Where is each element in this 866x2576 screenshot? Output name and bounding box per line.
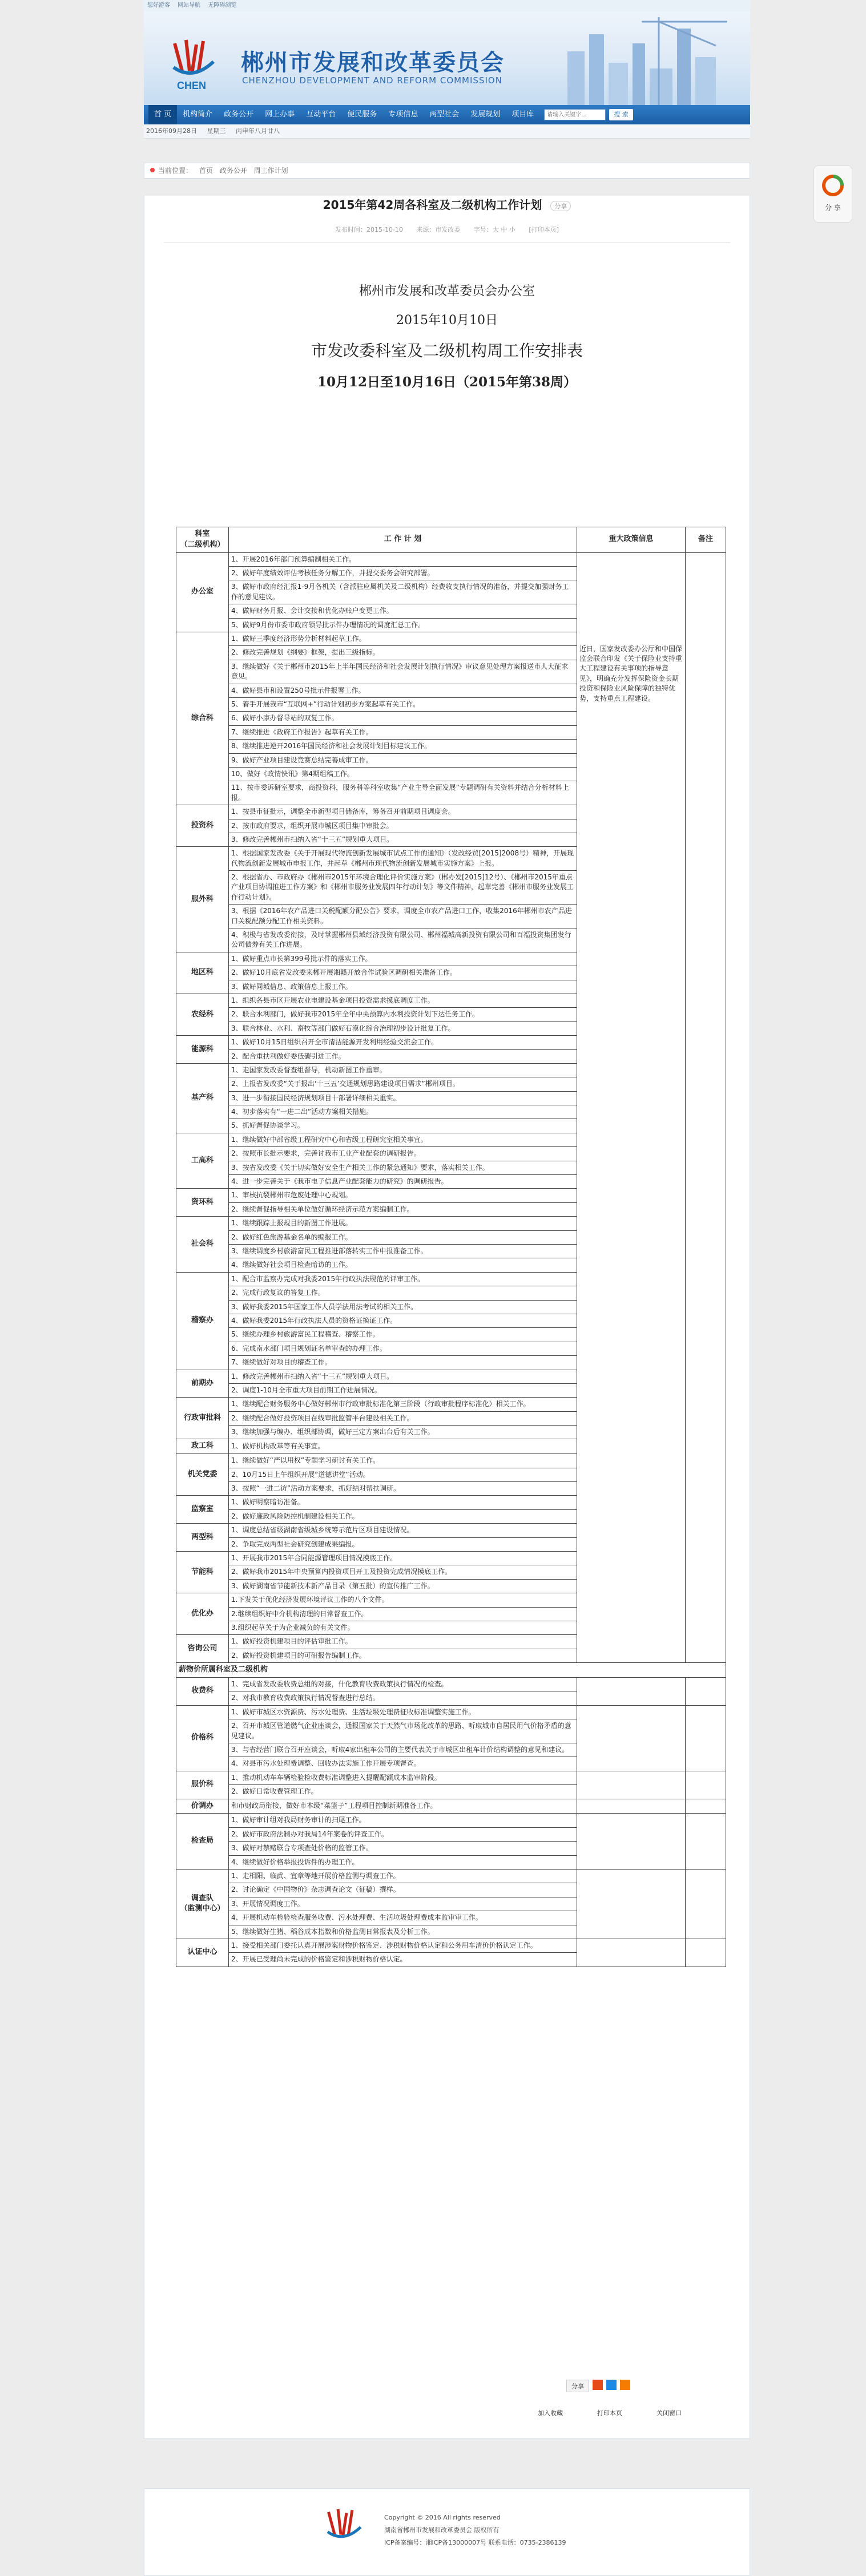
site-subtitle: CHENZHOU DEVELOPMENT AND REFORM COMMISSION bbox=[242, 75, 502, 86]
table-row bbox=[176, 1939, 726, 1952]
dept-cell: 收费科 bbox=[176, 1678, 229, 1706]
nav-project-library[interactable]: 项目库 bbox=[511, 110, 534, 119]
share-label[interactable]: 分享 bbox=[566, 2380, 589, 2392]
plan-item-cell: 2、对我市教育收费政策执行情况督查进行总结。 bbox=[229, 1691, 577, 1705]
current-date: 2016年09月28日 bbox=[146, 127, 197, 135]
plan-item-cell: 9、做好产业项目建设竞赛总结完善成审工作。 bbox=[229, 753, 577, 767]
share-weibo-icon[interactable] bbox=[593, 2380, 603, 2390]
plan-item-cell: 1、做好审计组对我局财务审计的扫尾工作。 bbox=[229, 1814, 577, 1827]
dept-cell: 价格科 bbox=[176, 1705, 229, 1771]
table-row bbox=[176, 1771, 726, 1784]
plan-item-cell: 1、根据国家发改委《关于开展现代物流创新发展城市试点工作的通知》（发改经贸[2015]2008号）精神，开展现代物流创新发展城市申报工作，并起草《郴州市现代物流创新发展城市实施方案》上报。 bbox=[229, 847, 577, 871]
plan-item-cell: 1、推动机动车车辆检验检收费标准调整进入提醒配额成本监审阶段。 bbox=[229, 1771, 577, 1784]
plan-item-cell: 4、做好财务月报、会计交接和优化办账户变更工作。 bbox=[229, 604, 577, 618]
dept-cell: 基产科 bbox=[176, 1063, 229, 1133]
dept-cell: 农经科 bbox=[176, 994, 229, 1035]
page-actions bbox=[538, 2408, 682, 2417]
nav-public-service[interactable]: 便民服务 bbox=[347, 110, 377, 119]
plan-item-cell: 2、做好年度绩效评估考核任务分解工作，并提交委务会研究部署。 bbox=[229, 567, 577, 580]
policy-info-cell: 近日，国家发改委办公厅和中国保监会联合印发《关于保险业支持重大工程建设有关事项的指导意见》，明确充分发挥保险资金长期投资和保险业风险保障的独特优势，支持重点工程建设。 bbox=[577, 552, 686, 1662]
plan-item-cell: 2、讨论确定《中国物价》杂志调查论文（征稿）撰样。 bbox=[229, 1883, 577, 1897]
plan-item-cell: 2、根据省办、市政府办《郴州市2015年环境合理化评价实施方案》（郴办发[2015]12号）、《郴州市2015年重点产业项目协调推进工作方案》和《郴州市服务业发展四年行动计划》等文件精神，起草完善《郴州市服务业发展工作行动计划》。 bbox=[229, 871, 577, 905]
policy-info-cell bbox=[577, 1771, 686, 1799]
remark-cell bbox=[686, 1869, 726, 1939]
table-row bbox=[176, 552, 726, 566]
plan-item-cell: 6、完成南水部门项目规划证名单审查的办理工作。 bbox=[229, 1342, 577, 1355]
table-row bbox=[176, 1705, 726, 1719]
doc-title: 市发改委科室及二级机构周工作安排表 bbox=[311, 341, 583, 360]
plan-item-cell: 1、接受相关部门委托认真开展涉案财物价格鉴定、涉税财物价格认定和公务用车清价价格认定工作。 bbox=[229, 1939, 577, 1952]
breadcrumb-gov-info[interactable]: 政务公开 bbox=[219, 167, 247, 175]
dept-cell: 资环科 bbox=[176, 1189, 229, 1217]
plan-item-cell: 2、联合水利部门，做好我市2015年全年中央预算内水利投资计划下达任务工作。 bbox=[229, 1008, 577, 1021]
header-plan: 工 作 计 划 bbox=[229, 527, 577, 553]
plan-item-cell: 4、开展机动车检验检查服务收费、污水处理费、生活垃圾处理费成本监审审工作。 bbox=[229, 1911, 577, 1925]
top-link-2[interactable]: 网站导航 bbox=[178, 2, 201, 9]
nav-interaction[interactable]: 互动平台 bbox=[306, 110, 336, 119]
plan-item-cell: 3、继续加强与编办、组织部协调，做好三定方案出台后有关工作。 bbox=[229, 1426, 577, 1439]
breadcrumb bbox=[144, 163, 750, 179]
plan-item-cell: 2、继续督促指导相关单位做好循环经济示范方案编制工作。 bbox=[229, 1202, 577, 1216]
plan-item-cell: 1、走相阳、临武、宜章等地开展价格监测与调查工作。 bbox=[229, 1869, 577, 1883]
plan-item-cell: 1、做好10月15日组织召开全市清洁能源开发利用经验交流会工作。 bbox=[229, 1036, 577, 1049]
dept-cell: 机关党委 bbox=[176, 1454, 229, 1496]
plan-item-cell: 2、召开市城区管道燃气企业座谈会，通报国家关于天然气市场化改革的思路、听取城市自居民用气价格矛盾的意见建议。 bbox=[229, 1719, 577, 1743]
dept-cell: 投资科 bbox=[176, 805, 229, 847]
plan-item-cell: 4、继续做好社会项目检查暗访的工作。 bbox=[229, 1258, 577, 1272]
plan-item-cell: 3、继续调度乡村旅游富民工程推进部落转实工作申报准备工作。 bbox=[229, 1245, 577, 1258]
share-plus-icon[interactable] bbox=[620, 2380, 630, 2390]
city-skyline-graphic bbox=[545, 11, 750, 105]
top-link-1[interactable]: 您好游客 bbox=[147, 2, 170, 9]
doc-org: 郴州市发展和改革委员会办公室 bbox=[359, 284, 535, 298]
dept-cell: 优化办 bbox=[176, 1593, 229, 1635]
footer-logo bbox=[319, 2504, 368, 2553]
header-policy: 重大政策信息 bbox=[577, 527, 686, 553]
dept-cell: 检查局 bbox=[176, 1814, 229, 1870]
plan-item-cell: 和市财政局衔接，做好市本级“菜篮子”工程项目控制新期准备工作。 bbox=[229, 1799, 577, 1814]
bookmark-button[interactable]: 加入收藏 bbox=[538, 2409, 563, 2417]
close-window-button[interactable]: 关闭窗口 bbox=[656, 2409, 682, 2417]
doc-date: 2015年10月10日 bbox=[396, 313, 498, 328]
search-button[interactable]: 搜 索 bbox=[609, 109, 633, 120]
article-title-text: 2015年第42周各科室及二级机构工作计划 bbox=[323, 198, 542, 212]
plan-item-cell: 2、做好投资机建项目的可研报告编制工作。 bbox=[229, 1649, 577, 1662]
plan-item-cell: 1、做好明察暗访准备。 bbox=[229, 1496, 577, 1509]
publish-time: 发布时间：2015-10-10 bbox=[335, 226, 403, 233]
plan-item-cell: 1、继续跟踪上报规目的新图工作进展。 bbox=[229, 1217, 577, 1230]
date-bar bbox=[144, 124, 750, 139]
breadcrumb-label: 当前位置： bbox=[158, 167, 193, 175]
plan-item-cell: 6、做好小康办督导站的双复工作。 bbox=[229, 712, 577, 725]
plan-item-cell: 2、做好红色旅游基金名单的编报工作。 bbox=[229, 1230, 577, 1244]
current-weekday: 星期三 bbox=[207, 127, 226, 135]
plan-item-cell: 2、按市政府要求，组织开展市城区项目集中审批会。 bbox=[229, 819, 577, 833]
plan-item-cell: 4、做好县市和设置250号批示件报署工作。 bbox=[229, 684, 577, 697]
plan-item-cell: 1、做好机构改革等有关事宜。 bbox=[229, 1439, 577, 1454]
main-nav bbox=[144, 105, 750, 124]
policy-info-cell bbox=[577, 1814, 686, 1870]
nav-home[interactable]: 首 页 bbox=[148, 105, 177, 124]
font-size-control[interactable]: 字号：大 中 小 bbox=[473, 226, 515, 233]
policy-info-cell bbox=[577, 1678, 686, 1706]
plan-item-cell: 3、做好同城信息、政策信息上报工作。 bbox=[229, 980, 577, 994]
article-content bbox=[144, 196, 750, 2439]
policy-info-cell bbox=[577, 1705, 686, 1771]
breadcrumb-weekly-plan[interactable]: 周工作计划 bbox=[253, 167, 288, 175]
plan-item-cell: 3、按照“一进二访”活动方案要求，抓好结对帮扶调研。 bbox=[229, 1482, 577, 1496]
plan-item-cell: 5、着手开展我市“互联网+”行动计划初步方案起草有关工作。 bbox=[229, 697, 577, 711]
plan-item-cell: 1、审核抗裂郴州市危废处理中心规划。 bbox=[229, 1189, 577, 1202]
dept-cell: 前期办 bbox=[176, 1370, 229, 1398]
remark-cell bbox=[686, 1799, 726, 1814]
share-button[interactable]: 分享 bbox=[550, 201, 571, 211]
dept-cell: 监察室 bbox=[176, 1496, 229, 1524]
breadcrumb-home[interactable]: 首页 bbox=[199, 167, 213, 175]
plan-item-cell: 3、按省发改委《关于切实做好安全生产相关工作的紧急通知》要求，落实相关工作。 bbox=[229, 1161, 577, 1174]
table-row bbox=[176, 1814, 726, 1827]
remark-cell bbox=[686, 1771, 726, 1799]
plan-item-cell: 2、10月15日上午组织开展“道德讲堂”活动。 bbox=[229, 1468, 577, 1481]
plan-item-cell: 1、走国家发改委督查组督导，机动新图工作重审。 bbox=[229, 1063, 577, 1077]
plan-item-cell: 2、做好廉政风险防控机制建设相关工作。 bbox=[229, 1509, 577, 1523]
plan-item-cell: 1、做好投资机建项目的评估审批工作。 bbox=[229, 1635, 577, 1649]
share-qq-icon[interactable] bbox=[606, 2380, 617, 2390]
dept-cell: 咨询公司 bbox=[176, 1635, 229, 1663]
plan-item-cell: 1、完成省发改委收费总组的对接，什化教育收费政策执行情况的检查。 bbox=[229, 1678, 577, 1691]
plan-item-cell: 1、修改完善郴州市扫纳入省“十三五”规划重大项目。 bbox=[229, 1370, 577, 1383]
plan-item-cell: 1.下发关于优化经济发展环境评议工作的八个文件。 bbox=[229, 1593, 577, 1607]
dept-cell: 稽察办 bbox=[176, 1272, 229, 1370]
site-logo[interactable] bbox=[163, 33, 223, 92]
header-remark: 备注 bbox=[686, 527, 726, 553]
share-swirl-icon bbox=[821, 174, 844, 197]
dept-cell: 综合科 bbox=[176, 632, 229, 805]
remark-cell bbox=[686, 1814, 726, 1870]
plan-item-cell: 2、修改完善规划《纲要》框架，提出三级指标。 bbox=[229, 646, 577, 660]
remark-cell bbox=[686, 1678, 726, 1706]
remark-cell bbox=[686, 552, 726, 1662]
site-footer bbox=[144, 2488, 750, 2576]
plan-item-cell: 1、调度总结省级湖南省级城乡统筹示范片区项目建设情况。 bbox=[229, 1524, 577, 1537]
dept-cell: 服外科 bbox=[176, 847, 229, 952]
dept-cell: 两型科 bbox=[176, 1524, 229, 1552]
top-link-3[interactable]: 无障碍浏览 bbox=[208, 2, 237, 9]
plan-item-cell: 2、做好我市2015年中央预算内投资项目开工及投资完成情况摸底工作。 bbox=[229, 1565, 577, 1579]
plan-item-cell: 3.组织起草关于为企业减负的有关文件。 bbox=[229, 1621, 577, 1635]
nav-about[interactable]: 机构简介 bbox=[183, 110, 213, 119]
plan-item-cell: 4、对县市污水处理费调整、回收办法实施工作开展专项督查。 bbox=[229, 1757, 577, 1771]
table-row bbox=[176, 1869, 726, 1883]
plan-item-cell: 1、组织各县市区开展农业电建设基金项目投资需求摸底调度工作。 bbox=[229, 994, 577, 1007]
section-row bbox=[176, 1663, 726, 1678]
plan-item-cell: 2、完成行政复议的答复工作。 bbox=[229, 1286, 577, 1300]
plan-item-cell: 4、积极与省发改委衔接，及时掌握郴州县域经济投资有限公司、郴州福城高新投资有限公司和百福投资集团发行公司债券有关工作进展。 bbox=[229, 928, 577, 952]
page-wrapper bbox=[144, 0, 750, 2439]
plan-item-cell: 1、配合市监察办完成对我委2015年行政执法规范的评审工作。 bbox=[229, 1272, 577, 1286]
print-link[interactable]: [打印本页] bbox=[529, 226, 559, 233]
dept-cell: 节能科 bbox=[176, 1552, 229, 1593]
dept-cell: 服价科 bbox=[176, 1771, 229, 1799]
plan-item-cell: 2、按照市长批示要求，完善讨我市工业产业配套的调研报告。 bbox=[229, 1147, 577, 1161]
plan-item-cell: 10、做好《政情快讯》第4期组稿工作。 bbox=[229, 767, 577, 781]
dept-cell: 调查队 （监测中心） bbox=[176, 1869, 229, 1939]
footer-copyright: Copyright © 2016 All rights reserved bbox=[384, 2514, 501, 2521]
plan-item-cell: 1、做好三季度经济形势分析材料起草工作。 bbox=[229, 632, 577, 646]
table-row bbox=[176, 1678, 726, 1691]
plan-item-cell: 3、做好我委2015年国家工作人员学法用法考试的相关工作。 bbox=[229, 1300, 577, 1314]
plan-item-cell: 1、按县市征批示，调整全市新型项目储备库，筹备召开前期项目调度会。 bbox=[229, 805, 577, 819]
nav-special-info[interactable]: 专项信息 bbox=[388, 110, 418, 119]
article-source: 来源：市发改委 bbox=[416, 226, 461, 233]
plan-item-cell: 2、上报省发改委“关于报出‘十三五’交通规划思路建设项目需求”郴州项目。 bbox=[229, 1077, 577, 1091]
plan-item-cell: 11、按市委诉研室要求，商投资科，服务科等科室收集“产业主导全面发展”专题调研有关资料并结合分析材料上报。 bbox=[229, 781, 577, 805]
plan-item-cell: 2、做好10月底省发改委来郴开展湘赣开放合作试验区调研相关准备工作。 bbox=[229, 966, 577, 980]
plan-item-cell: 2、做好日常收费管理工作。 bbox=[229, 1785, 577, 1799]
logo-text: CHEN bbox=[177, 80, 207, 91]
plan-item-cell: 3、做好市政府经汇报1-9月各机关（含派驻应属机关及二级机构）经费收支执行情况的准备，并提交加强财务工作的意见建议。 bbox=[229, 580, 577, 604]
nav-online-service[interactable]: 网上办事 bbox=[265, 110, 295, 119]
share-icons bbox=[566, 2380, 630, 2392]
plan-item-cell: 8、继续推进逆开2016年国民经济和社会发展计划目标建议工作。 bbox=[229, 740, 577, 753]
nav-two-type-society[interactable]: 两型社会 bbox=[429, 110, 460, 119]
plan-item-cell: 7、继续做好对项目的稽查工作。 bbox=[229, 1356, 577, 1370]
footer-org: 湖南省郴州市发展和改革委员会 版权所有 bbox=[384, 2526, 500, 2534]
policy-info-cell bbox=[577, 1939, 686, 1967]
table-row bbox=[176, 1799, 726, 1814]
dept-cell: 行政审批科 bbox=[176, 1398, 229, 1439]
plan-item-cell: 3、做好对禁赌联合专项查处价格的监管工作。 bbox=[229, 1842, 577, 1855]
section-label: 薪物价所属科室及二级机构 bbox=[176, 1663, 726, 1678]
print-button[interactable]: 打印本页 bbox=[597, 2409, 622, 2417]
plan-item-cell: 2、继续配合做好投资项目在线审批监管平台建设相关工作。 bbox=[229, 1411, 577, 1425]
article-title bbox=[144, 196, 750, 212]
plan-item-cell: 3、开展情况调度工作。 bbox=[229, 1897, 577, 1911]
divider bbox=[164, 242, 730, 243]
lunar-date: 丙申年八月廿八 bbox=[236, 127, 280, 135]
dept-cell: 价调办 bbox=[176, 1799, 229, 1814]
plan-item-cell: 5、抓好督促协谈学习。 bbox=[229, 1119, 577, 1133]
plan-item-cell: 1、继续做好“严以用权”专题学习研讨有关工作。 bbox=[229, 1454, 577, 1468]
policy-info-cell bbox=[577, 1799, 686, 1814]
plan-item-cell: 3、根据《2016年农产品进口关税配额分配公告》要求，调度全市农产品进口工作，收集2016年郴州市农产品进口关税配额分配工作相关资料。 bbox=[229, 905, 577, 928]
article-meta bbox=[144, 225, 750, 234]
plan-item-cell: 2、争取完成两型社会研究创建成果编报。 bbox=[229, 1537, 577, 1551]
floating-share-badge[interactable] bbox=[813, 165, 852, 223]
plan-item-cell: 3、进一步衔接国民经济规划项目十部署详细相关重实。 bbox=[229, 1091, 577, 1105]
remark-cell bbox=[686, 1705, 726, 1771]
footer-text bbox=[384, 2512, 566, 2549]
plan-item-cell: 5、做好9月份市委市政府领导批示件办理情况的调度汇总工作。 bbox=[229, 618, 577, 632]
dept-cell: 能源科 bbox=[176, 1036, 229, 1064]
dept-cell: 地区科 bbox=[176, 952, 229, 994]
plan-item-cell: 4、进一步完善关于《我市电子信息产业配套能力的研究》的调研报告。 bbox=[229, 1175, 577, 1189]
work-plan-table bbox=[176, 527, 726, 1967]
plan-item-cell: 3、做好湖南省节能新技术新产品目录（第五批）的宣传推广工作。 bbox=[229, 1579, 577, 1593]
search-input[interactable]: 请输入关键字... bbox=[544, 109, 606, 120]
dept-cell: 认证中心 bbox=[176, 1939, 229, 1967]
plan-item-cell: 2、调度1-10月全市重大项目前期工作进展情况。 bbox=[229, 1383, 577, 1397]
top-bar bbox=[144, 0, 750, 11]
nav-planning[interactable]: 发展规划 bbox=[470, 110, 501, 119]
search-area bbox=[544, 109, 633, 120]
plan-item-cell: 2、做好市政府法制办对我局14年案卷的评查工作。 bbox=[229, 1827, 577, 1841]
plan-item-cell: 7、继续推进《政府工作报告》起草有关工作。 bbox=[229, 725, 577, 739]
floating-share-label: 分 享 bbox=[825, 204, 841, 212]
plan-item-cell: 3、继续做好《关于郴州市2015年上半年国民经济和社会发展计划执行情况》审议意见处理方案报送市人大征求意见。 bbox=[229, 660, 577, 684]
plan-item-cell: 4、继续做好价格举报投诉件的办理工作。 bbox=[229, 1855, 577, 1869]
plan-item-cell: 5、继续办理乡村旅游富民工程稽查、稽察工作。 bbox=[229, 1328, 577, 1342]
plan-item-cell: 1、继续配合财务服务中心做好郴州市行政审批标准化第三阶段（行政审批程序标准化）相关工作。 bbox=[229, 1398, 577, 1411]
dept-cell: 政工科 bbox=[176, 1439, 229, 1454]
plan-item-cell: 1、开展2016年部门预算编制相关工作。 bbox=[229, 552, 577, 566]
dept-cell: 社会科 bbox=[176, 1217, 229, 1273]
plan-item-cell: 3、修改完善郴州市扫纳入省“十三五”规划重大项目。 bbox=[229, 833, 577, 846]
plan-item-cell: 2、开展已受理尚未完成的价格鉴定和涉税财物价格认定。 bbox=[229, 1953, 577, 1967]
site-title: 郴州市发展和改革委员会 bbox=[241, 50, 505, 76]
plan-item-cell: 1、开展我市2015年合同能源管理项目情况摸底工作。 bbox=[229, 1552, 577, 1565]
footer-icp[interactable]: ICP备案编号：湘ICP备13000007号 联系电话：0735-2386139 bbox=[384, 2539, 566, 2546]
plan-item-cell: 4、初步落实有“一进二出”活动方案相关措施。 bbox=[229, 1105, 577, 1119]
plan-item-cell: 3、联合林业、水利、畜牧等部门做好石漠化综合治理初步设计批复工作。 bbox=[229, 1021, 577, 1035]
policy-info-cell bbox=[577, 1869, 686, 1939]
plan-item-cell: 3、与省经营门联合召开座谈会，听取4家出租车公司的主要代表关于市城区出租车计价结构调整的意见和建议。 bbox=[229, 1743, 577, 1757]
plan-item-cell: 1、做好重点市长第399号批示件的落实工作。 bbox=[229, 952, 577, 966]
nav-gov-info[interactable]: 政务公开 bbox=[224, 110, 254, 119]
plan-item-cell: 5、继续做好生猪、稻谷成本指数和价格监测日常报表及分析工作。 bbox=[229, 1925, 577, 1939]
plan-item-cell: 2.继续组织好中介机构清理的日常督查工作。 bbox=[229, 1607, 577, 1621]
plan-item-cell: 4、做好我委2015年行政执法人员的资格证换证工作。 bbox=[229, 1314, 577, 1327]
site-banner bbox=[144, 11, 750, 105]
doc-period: 10月12日至10月16日（2015年第38周） bbox=[317, 374, 577, 390]
plan-item-cell: 2、配合重扶利做好委低碳引进工作。 bbox=[229, 1049, 577, 1063]
dept-cell: 工高科 bbox=[176, 1133, 229, 1189]
plan-item-cell: 1、继续做好中部省级工程研究中心和省级工程研究室相关事宜。 bbox=[229, 1133, 577, 1146]
dept-cell: 办公室 bbox=[176, 552, 229, 632]
remark-cell bbox=[686, 1939, 726, 1967]
plan-item-cell: 1、做好市城区水资源费、污水处理费、生活垃圾处理费征收标准调整实施工作。 bbox=[229, 1705, 577, 1719]
header-dept: 科室 （二级机构） bbox=[176, 527, 229, 553]
